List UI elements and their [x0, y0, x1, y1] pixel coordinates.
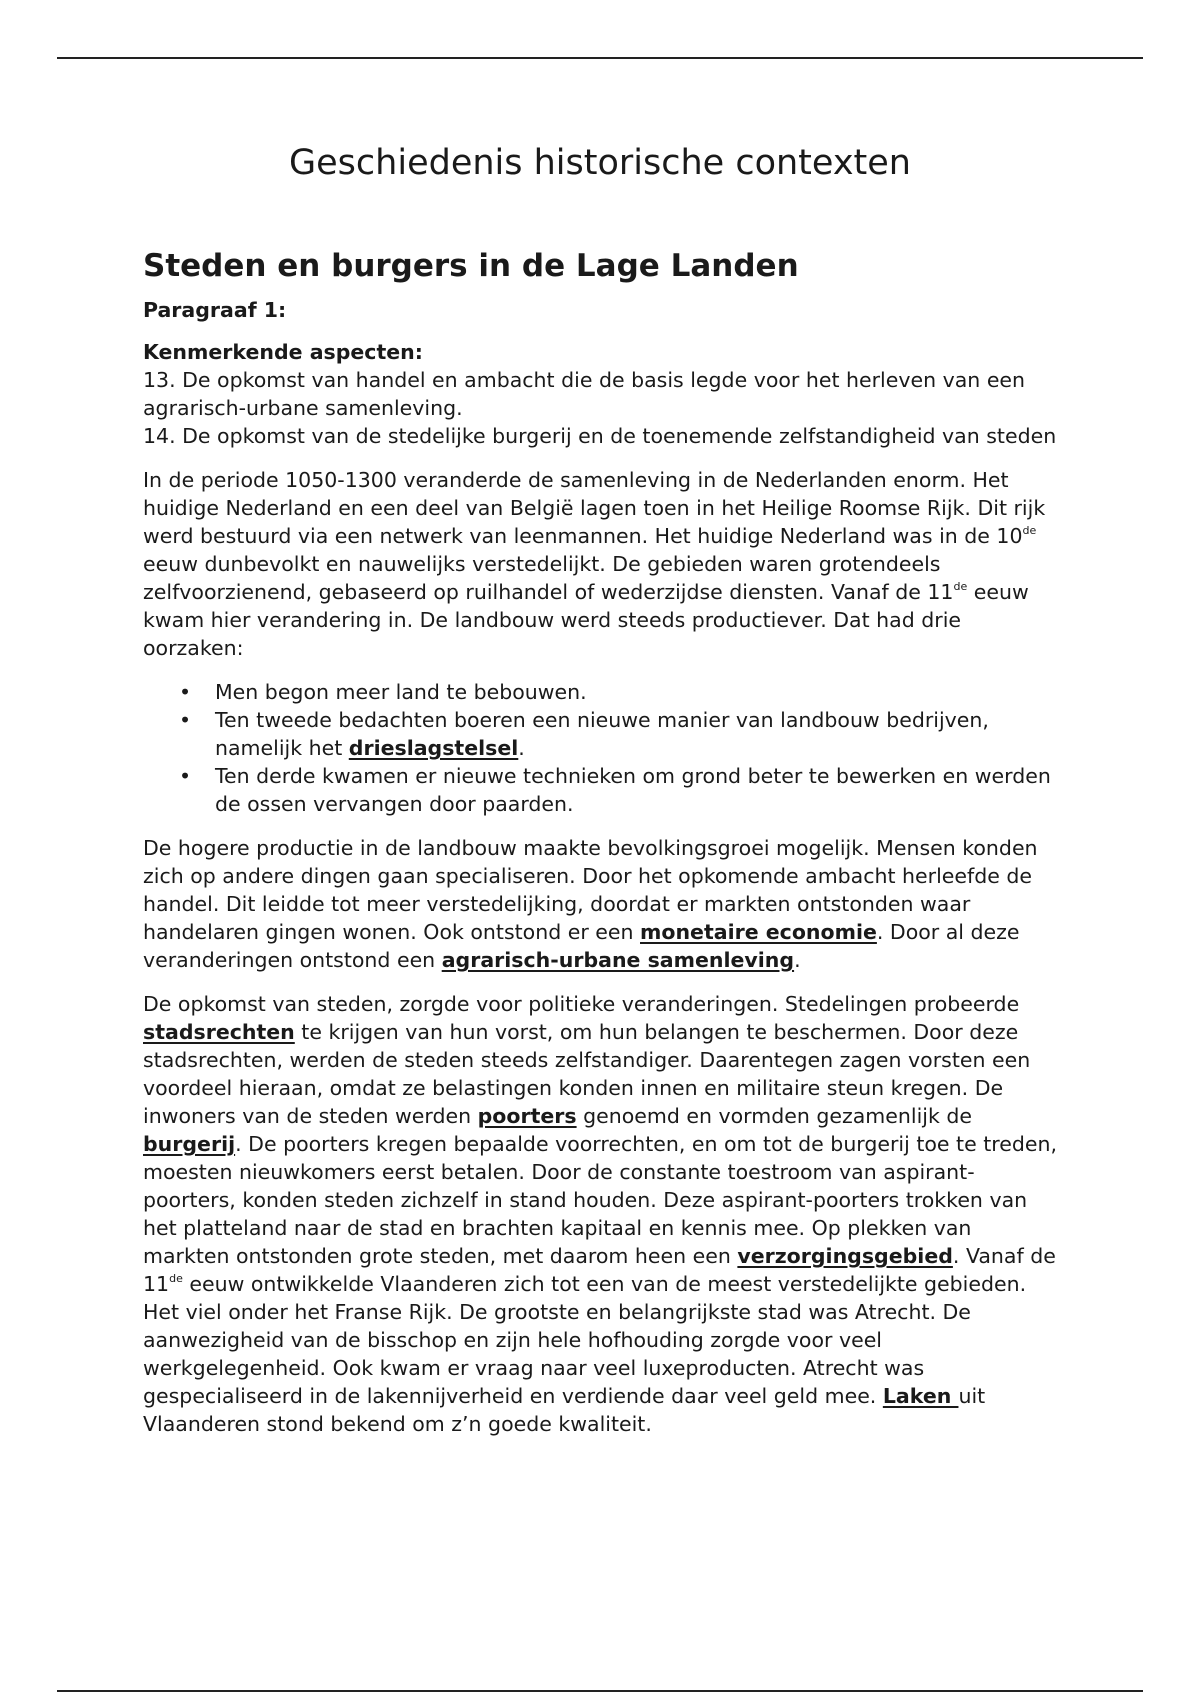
body-paragraph-3	[143, 990, 1063, 1438]
p3-text-1: De opkomst van steden, zorgde voor politieke veranderingen. Stedelingen probeerde	[143, 992, 1020, 1016]
p3-text-2: te krijgen van hun vorst, om hun belangen te beschermen. Door deze stadsrechten, werden de steden steeds zelfstandiger. Daarentegen zagen vorsten een voordeel hieraan, omdat ze belastingen konden innen en militaire steun kregen. De inwoners van de steden werden	[143, 1020, 1031, 1128]
p3-text-4: . De poorters kregen bepaalde voorrechten, en om tot de burgerij toe te treden, moesten nieuwkomers eerst betalen. Door de constante toestroom van aspirant-poorters, konden steden zichzelf in stand houden. Deze aspirant-poorters trokken van het platteland naar de stad en brachten kapitaal en kennis mee. Op plekken van markten ontstonden grote steden, met daarom heen een	[143, 1132, 1057, 1268]
keyword-drieslagstelsel: drieslagstelsel	[348, 736, 519, 760]
section-heading: Steden en burgers in de Lage Landen	[143, 248, 799, 284]
list-item	[215, 678, 1063, 706]
key-aspects-label: Kenmerkende aspecten:	[143, 340, 423, 364]
keyword-burgerij: burgerij	[143, 1132, 236, 1156]
p1-sup-1: de	[1022, 524, 1037, 537]
p3-sup-1: de	[169, 1272, 183, 1285]
bullet-3-text: Ten derde kwamen er nieuwe technieken om grond beter te bewerken en werden de ossen vervangen door paarden.	[215, 764, 1051, 816]
keyword-poorters: poorters	[477, 1104, 577, 1128]
p3-text-5: . Vanaf de 11	[143, 1244, 1056, 1296]
aspect-13: 13. De opkomst van handel en ambacht die de basis legde voor het herleven van een agrarisch-urbane samenleving.	[143, 368, 1026, 420]
p1-text-2: eeuw dunbevolkt en nauwelijks verstedelijkt. De gebieden waren grotendeels zelfvoorzienend, gebaseerd op ruilhandel of wederzijdse diensten. Vanaf de 11	[143, 552, 954, 604]
aspect-14: 14. De opkomst van de stedelijke burgerij en de toenemende zelfstandigheid van steden	[143, 424, 1057, 448]
list-item	[215, 706, 1063, 762]
keyword-laken: Laken	[882, 1384, 959, 1408]
p3-text-7: uit Vlaanderen stond bekend om z’n goede kwaliteit.	[143, 1384, 986, 1436]
list-item	[215, 762, 1063, 818]
key-aspects	[143, 338, 1063, 450]
p3-text-6: eeuw ontwikkelde Vlaanderen zich tot een van de meest verstedelijkte gebieden. Het viel onder het Franse Rijk. De grootste en belangrijkste stad was Atrecht. De aanwezigheid van de bisschop en zijn hele hofhouding zorgde voor veel werkgelegenheid. Ook kwam er vraag naar veel luxeproducten. Atrecht was gespecialiseerd in de lakennijverheid en verdiende daar veel geld mee.	[143, 1272, 1027, 1408]
p2-text-3: .	[794, 948, 801, 972]
body-paragraph-1	[143, 466, 1063, 662]
p1-text-3: eeuw kwam hier verandering in. De landbouw werd steeds productiever. Dat had drie oorzaken:	[143, 580, 1029, 660]
p1-sup-2: de	[953, 580, 968, 593]
p3-text-3: genoemd en vormden gezamenlijk de	[576, 1104, 972, 1128]
document-title: Geschiedenis historische contexten	[289, 143, 911, 183]
keyword-agrarisch-urbane-samenleving: agrarisch-urbane samenleving	[441, 948, 795, 972]
keyword-stadsrechten: stadsrechten	[143, 1020, 295, 1044]
body-paragraph-2	[143, 834, 1063, 974]
bottom-divider	[57, 1690, 1143, 1692]
causes-list	[143, 678, 1063, 818]
keyword-monetaire-economie: monetaire economie	[640, 920, 877, 944]
p2-text-1: De hogere productie in de landbouw maakte bevolkingsgroei mogelijk. Mensen konden zich op andere dingen gaan specialiseren. Door het opkomende ambacht herleefde de handel. Dit leidde tot meer verstedelijking, doordat er markten ontstonden waar handelaren gingen wonen. Ook ontstond er een	[143, 836, 1038, 944]
bullet-2-end: .	[518, 736, 525, 760]
p1-text-1: In de periode 1050-1300 veranderde de samenleving in de Nederlanden enorm. Het huidige Nederland en een deel van België lagen toen in het Heilige Roomse Rijk. Dit rijk werd bestuurd via een netwerk van leenmannen. Het huidige Nederland was in de 10	[143, 468, 1046, 548]
p2-text-2: . Door al deze veranderingen ontstond een	[143, 920, 1020, 972]
paragraph-label: Paragraaf 1:	[143, 298, 287, 322]
document-body	[143, 246, 1063, 1454]
bullet-1-text: Men begon meer land te bebouwen.	[215, 680, 587, 704]
top-divider	[57, 57, 1143, 59]
bullet-2-text: Ten tweede bedachten boeren een nieuwe manier van landbouw bedrijven, namelijk het	[215, 708, 989, 760]
keyword-verzorgingsgebied: verzorgingsgebied	[737, 1244, 953, 1268]
